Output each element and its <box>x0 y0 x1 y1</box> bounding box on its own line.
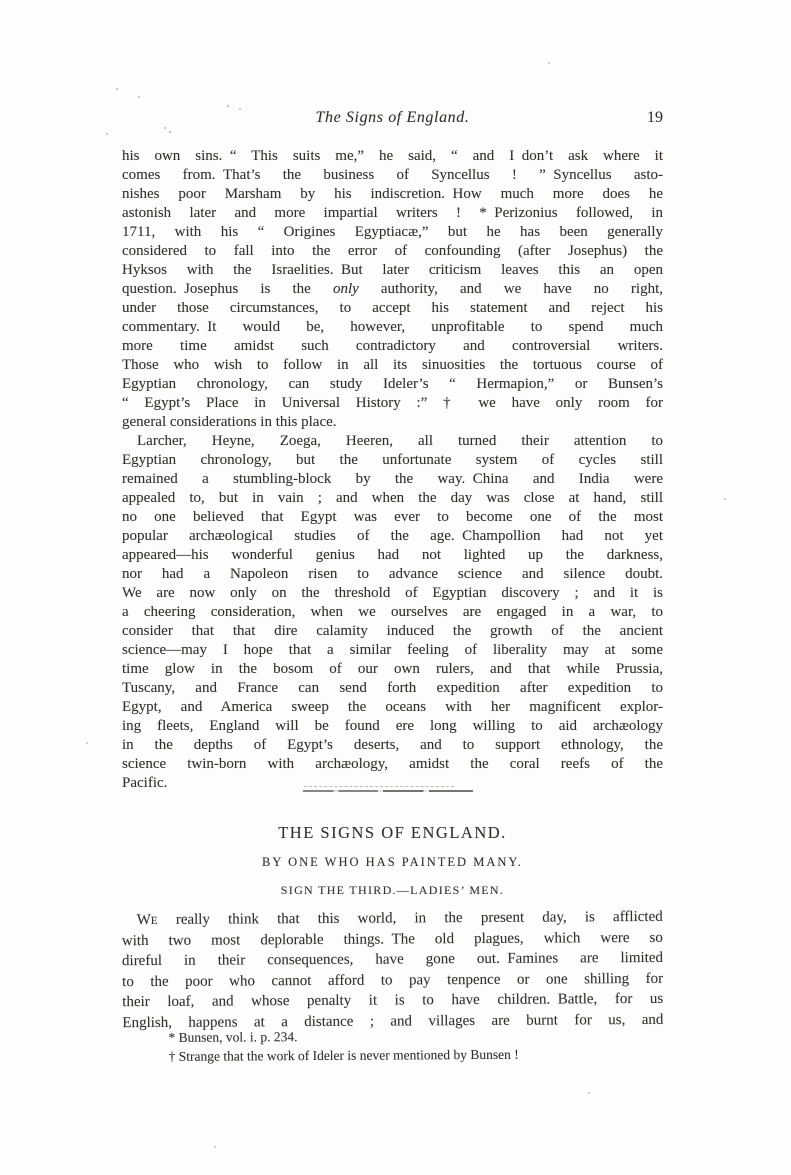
footnote-bunsen: * Bunsen, vol. i. p. 234. <box>168 1029 298 1045</box>
text-line: general considerations in this place. <box>122 414 337 430</box>
text-line: popular archæological studies of the age. Champollion had not yet <box>122 528 663 544</box>
text-line: “ Egypt’s Place in Universal History :” † we have only room for <box>122 395 663 411</box>
section-subtitle: SIGN THE THIRD.—LADIES’ MEN. <box>280 883 505 897</box>
text-line: ing fleets, England will be found ere long willing to aid archæology <box>122 718 663 734</box>
text-line: nor had a Napoleon risen to advance science and silence doubt. <box>122 566 663 582</box>
text-line: under those circumstances, to accept his statement and reject his <box>122 300 663 316</box>
text-line: his own sins. “ This suits me,” he said, “ and I don’t ask where it <box>122 148 663 164</box>
text-line: English, happens at a distance ; and villages are burnt for us, and <box>122 1011 664 1031</box>
text-line: nishes poor Marsham by his indiscretion. How much more does he <box>122 186 663 202</box>
text-line: astonish later and more impartial writers ! * Perizonius followed, in <box>122 205 663 221</box>
text-line: We are now only on the threshold of Egyptian discovery ; and it is <box>122 585 663 601</box>
text-line: comes from. That’s the business of Syncellus ! ” Syncellus asto- <box>122 167 663 183</box>
text-line: a cheering consideration, when we ourselves are engaged in a war, to <box>122 604 663 620</box>
section-byline: BY ONE WHO HAS PAINTED MANY. <box>262 855 523 869</box>
text-line: Hyksos with the Israelities. But later criticism leaves this an open <box>122 262 663 278</box>
paragraph-signs-opening <box>122 907 664 1033</box>
text-line: Egypt, and America sweep the oceans with her magnificent explor- <box>122 699 663 715</box>
page-number: 19 <box>647 109 663 126</box>
text-line: to the poor who cannot afford to pay tenpence or one shilling for <box>122 970 664 990</box>
text-line: no one believed that Egypt was ever to become one of the most <box>122 509 663 525</box>
text-line: question. Josephus is the only authority, and we have no right, <box>122 281 663 297</box>
text-line: their loaf, and whose penalty it is to have children. Battle, for us <box>122 990 664 1011</box>
scan-noise <box>0 0 2 2</box>
text-line: Pacific. <box>122 775 168 791</box>
footnotes <box>168 1026 668 1066</box>
text-line: Tuscany, and France can send forth expedition after expedition to <box>122 680 663 696</box>
text-line: direful in their consequences, have gone out. Famines are limited <box>121 949 664 970</box>
text-line: more time amidst such contradictory and controversial writers. <box>122 338 663 354</box>
text-line: Egyptian chronology, but the unfortunate system of cycles still <box>122 452 663 468</box>
text-line: time glow in the bosom of our own rulers, and that while Prussia, <box>122 661 663 677</box>
text-line: in the depths of Egypt’s deserts, and to support ethnology, the <box>122 737 663 753</box>
text-line: Those who wish to follow in all its sinuosities the tortuous course of <box>122 357 663 373</box>
text-line: 1711, with his “ Origines Egyptiacæ,” but he has been generally <box>122 224 663 240</box>
text-line: considered to fall into the error of confounding (after Josephus) the <box>122 243 663 259</box>
text-line: appeared—his wonderful genius had not lighted up the darkness, <box>122 547 663 563</box>
running-header-title: The Signs of England. <box>315 109 470 126</box>
text-line: science twin-born with archæology, amidst the coral reefs of the <box>122 756 663 772</box>
footnote-ideler: † Strange that the work of Ideler is never mentioned by Bunsen ! <box>168 1046 519 1064</box>
text-line: Larcher, Heyne, Zoega, Heeren, all turned their attention to <box>137 433 663 449</box>
text-line: remained a stumbling-block by the way. China and India were <box>122 471 663 487</box>
text-line: consider that that dire calamity induced the growth of the ancient <box>122 623 663 639</box>
text-line: with two most deplorable things. The old plagues, which were so <box>121 929 663 949</box>
text-line: appealed to, but in vain ; and when the day was close at hand, still <box>122 490 663 506</box>
text-line: Egyptian chronology, can study Ideler’s “ Hermapion,” or Bunsen’s <box>122 376 663 392</box>
section-title: THE SIGNS OF ENGLAND. <box>278 823 507 842</box>
text-line: We really think that this world, in the present day, is afflicted <box>136 908 663 929</box>
text-line: commentary. It would be, however, unprofitable to spend much <box>122 319 663 335</box>
text-line: science—may I hope that a similar feeling of liberality may at some <box>122 642 663 658</box>
